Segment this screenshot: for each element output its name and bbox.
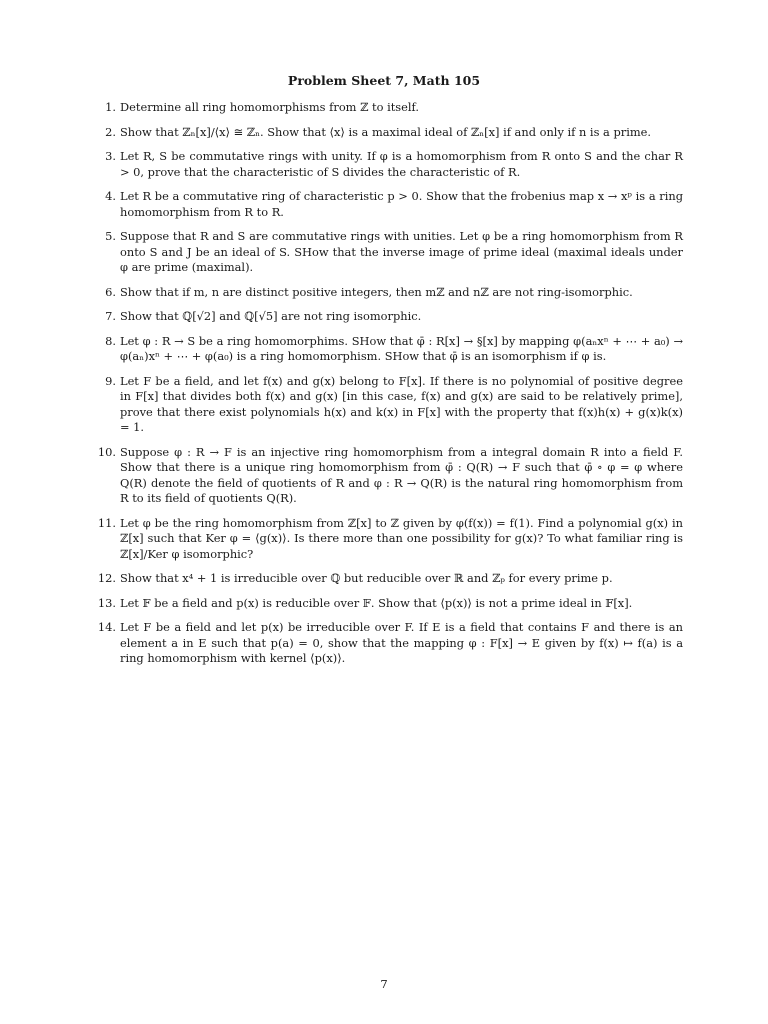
problem-text: Let F be a field, and let f(x) and g(x) belong to F[x]. If there is no polynomial of positive degree in F[x] that divides both f(x) and g(x) [in this case, f(x) and g(x) are said to be relatively prime], prove that there exist polynomials h(x) and k(x) in F[x] with the property that f(x)h(x) + g(x)k(x) = 1. (120, 373, 683, 434)
problem-item (97, 309, 683, 325)
problem-text: Let R be a commutative ring of characteristic p > 0. Show that the frobenius map x → xᵖ is a ring homomorphism from R to R. (120, 189, 683, 219)
problem-item (97, 445, 683, 507)
problem-item (97, 516, 683, 563)
problem-item (97, 100, 683, 116)
problem-number: 14. (97, 620, 116, 634)
problem-number: 9. (105, 373, 116, 388)
problem-text: Let φ : R → S be a ring homomorphims. SHow that φ̄ : R[x] → §[x] by mapping φ(aₙxⁿ + ⋯ + a₀) → φ(aₙ)xⁿ + ⋯ + φ(a₀) is a ring homomorphism. SHow that φ̄ is an isomorphism if φ is. (120, 333, 683, 363)
problem-item (97, 620, 683, 667)
problem-item (97, 571, 683, 587)
problem-item (97, 189, 683, 220)
problem-text: Let 𝔽 be a field and p(x) is reducible over 𝔽. Show that ⟨p(x)⟩ is not a prime ideal in 𝔽[x]. (120, 595, 633, 610)
problem-list (97, 100, 683, 676)
problem-text: Suppose that R and S are commutative rings with unities. Let φ be a ring homomorphism from R onto S and J be an ideal of S. SHow that the inverse image of prime ideal (maximal ideals under φ are prime (maximal). (120, 229, 683, 274)
problem-number: 5. (105, 229, 116, 243)
problem-number: 7. (105, 309, 116, 323)
problem-number: 2. (105, 124, 116, 139)
problem-number: 12. (97, 571, 116, 585)
problem-number: 8. (105, 333, 116, 348)
page-title: Problem Sheet 7, Math 105 (287, 73, 481, 88)
problem-text: Let φ be the ring homomorphism from ℤ[x] to ℤ given by φ(f(x)) = f(1). Find a polynomial g(x) in ℤ[x] such that Ker φ = ⟨g(x)⟩. Is there more than one possibility for g(x)? To what familiar ring is ℤ[x]/Ker φ isomorphic? (120, 515, 683, 561)
problem-item (97, 334, 683, 365)
problem-number: 4. (105, 189, 116, 203)
problem-number: 1. (105, 100, 116, 114)
problem-item (97, 149, 683, 180)
problem-text: Show that x⁴ + 1 is irreducible over ℚ but reducible over ℝ and ℤₚ for every prime p. (120, 571, 613, 585)
problem-item (97, 596, 683, 612)
problem-text: Let F be a field and let p(x) be irreducible over F. If E is a field that contains F and there is an element a in E such that p(a) = 0, show that the mapping φ : F[x] → E given by f(x) ↦ f(a) is a ring homomorphism with kernel ⟨p(x)⟩. (120, 620, 683, 665)
problem-text: Suppose φ : R → F is an injective ring homomorphism from a integral domain R into a field F. Show that there is a unique ring homomorphism from φ̄ : Q(R) → F such that φ̄ ∘ φ = φ where Q(R) denote the field of quotients of R and φ : R → Q(R) is the natural ring homomorphism from R to its field of quotients Q(R). (120, 444, 683, 505)
problem-item (97, 229, 683, 276)
problem-text: Determine all ring homomorphisms from ℤ to itself. (120, 100, 419, 114)
problem-number: 13. (97, 595, 116, 610)
problem-number: 3. (105, 149, 116, 163)
problem-number: 6. (105, 284, 116, 299)
problem-item (97, 125, 683, 141)
problem-number: 11. (97, 515, 116, 530)
problem-item (97, 374, 683, 436)
problem-number: 10. (97, 444, 116, 459)
page-number: 7 (380, 977, 388, 991)
problem-text: Show that if m, n are distinct positive integers, then mℤ and nℤ are not ring-isomorphic. (120, 284, 633, 299)
problem-item (97, 285, 683, 301)
problem-text: Let R, S be commutative rings with unity. If φ is a homomorphism from R onto S and the char R > 0, prove that the characteristic of S divides the characteristic of R. (120, 149, 683, 179)
problem-text: Show that ℤₙ[x]/⟨x⟩ ≅ ℤₙ. Show that ⟨x⟩ is a maximal ideal of ℤₙ[x] if and only if n is a prime. (120, 124, 651, 139)
problem-text: Show that ℚ[√2] and ℚ[√5] are not ring isomorphic. (120, 309, 422, 323)
